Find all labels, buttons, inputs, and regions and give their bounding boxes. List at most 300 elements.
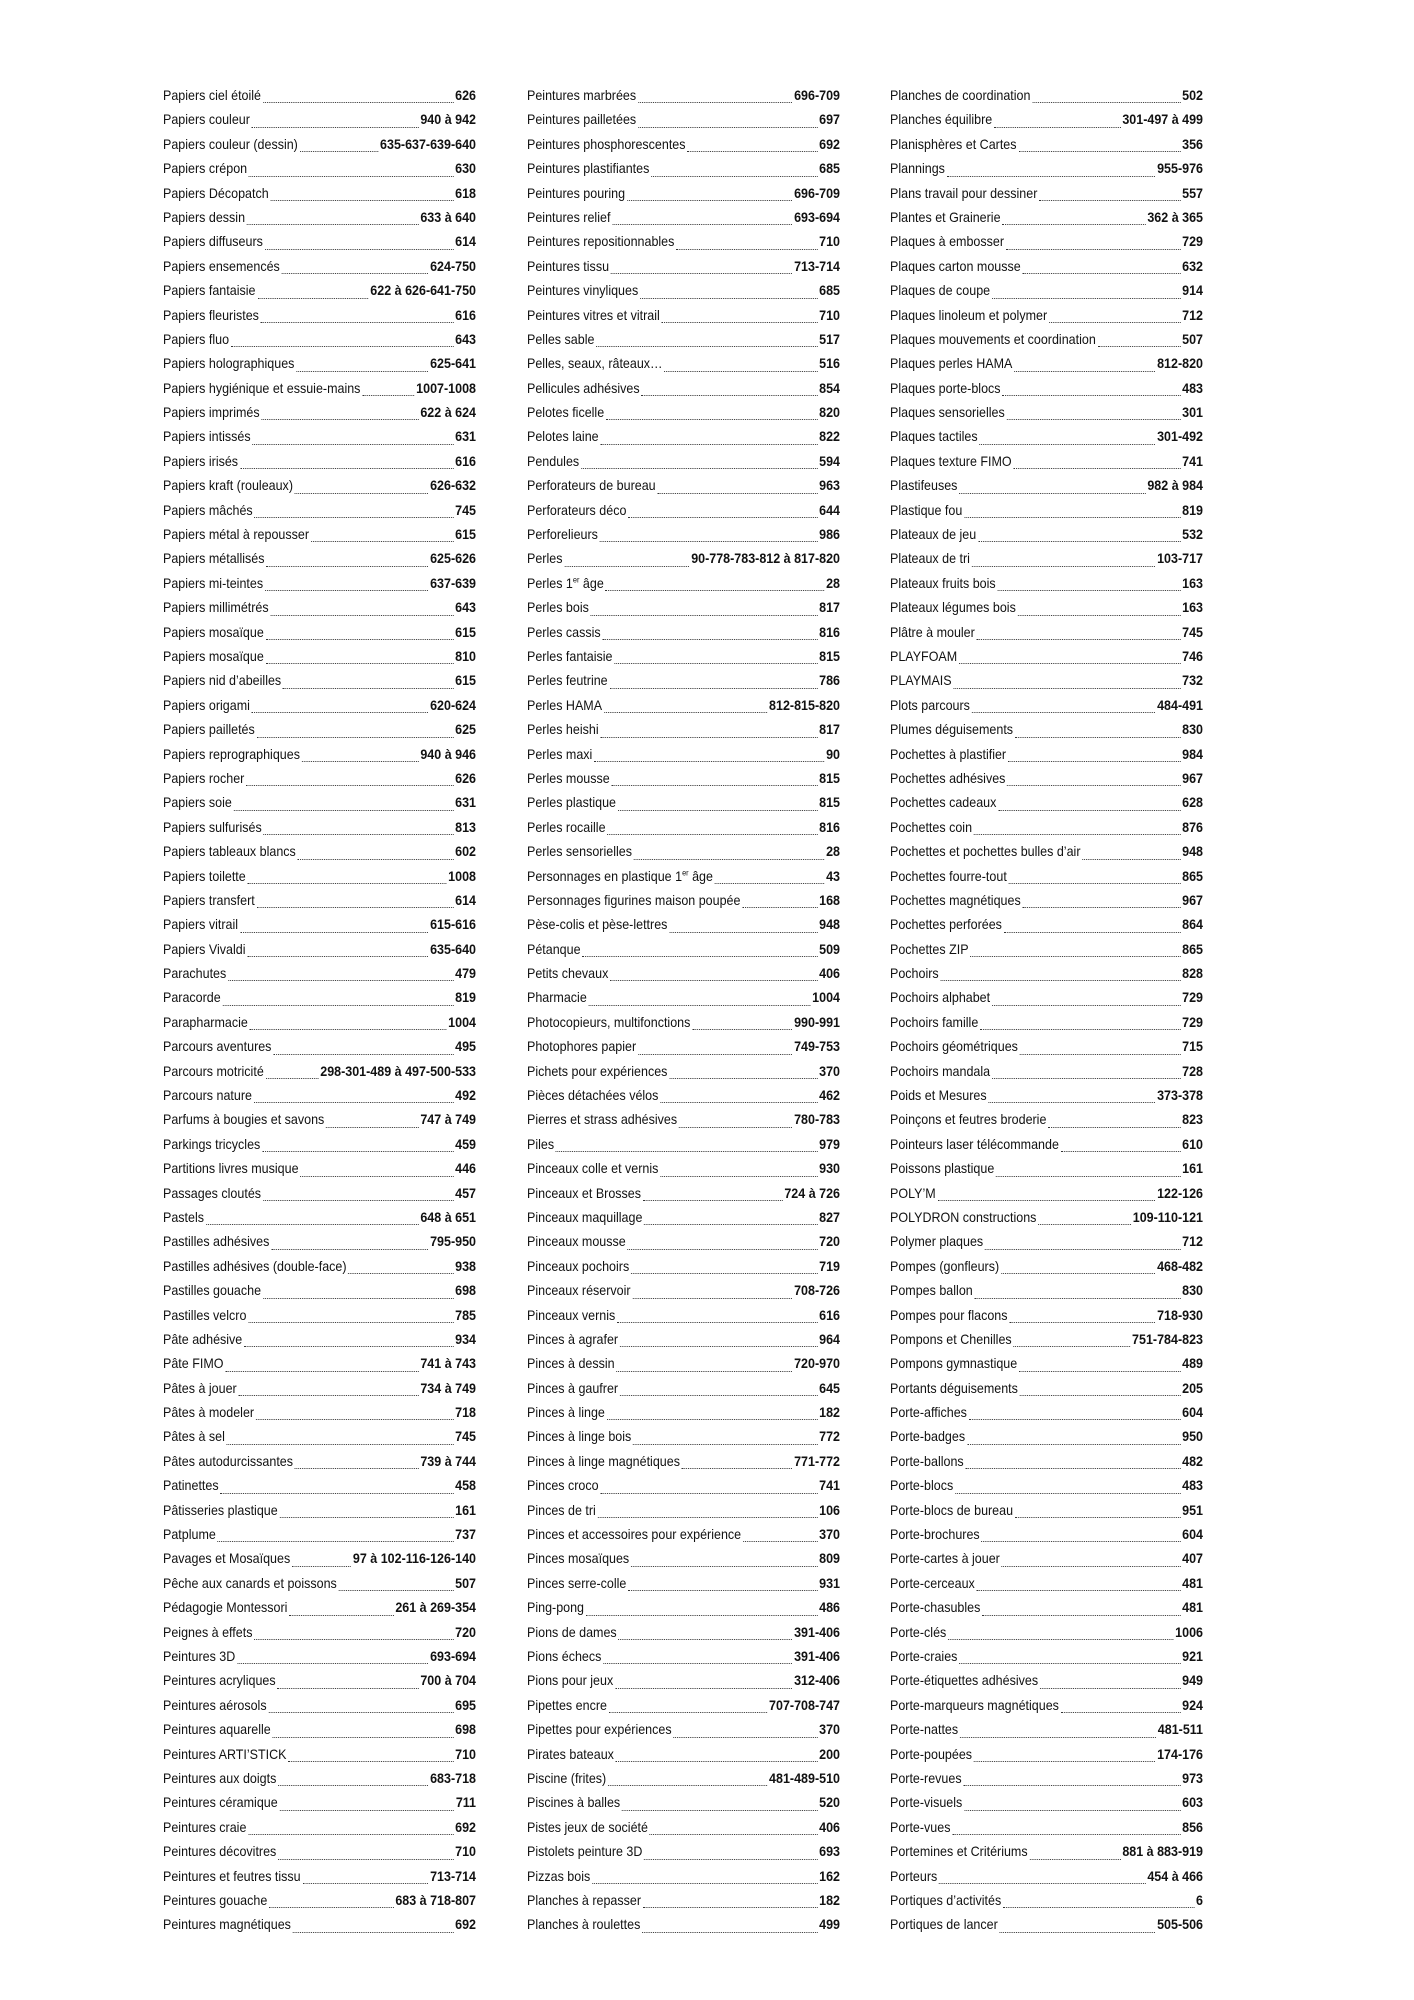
dot-leader bbox=[974, 1761, 1155, 1762]
dot-leader bbox=[302, 761, 419, 762]
entry-page-number: 200 bbox=[819, 1746, 841, 1762]
entry-label-text: Pédagogie Montessori bbox=[163, 1600, 288, 1616]
dot-leader bbox=[631, 1566, 817, 1567]
index-entry bbox=[890, 1425, 1203, 1449]
entry-page-number: 712 bbox=[1182, 1234, 1204, 1250]
index-entry bbox=[890, 938, 1203, 962]
dot-leader bbox=[634, 859, 824, 860]
entry-page-number: 122-126 bbox=[1157, 1185, 1204, 1201]
index-entry bbox=[890, 1474, 1203, 1498]
dot-leader bbox=[270, 615, 453, 616]
entry-page-number: 817 bbox=[819, 722, 841, 738]
entry-page-number: 6 bbox=[1196, 1892, 1204, 1908]
entry-label bbox=[890, 1840, 1028, 1864]
index-entry bbox=[527, 1206, 840, 1230]
entry-label bbox=[163, 596, 269, 620]
entry-label-text: Plastifeuses bbox=[890, 478, 958, 494]
entry-page-number: 815 bbox=[819, 770, 841, 786]
entry-page-number: 815 bbox=[819, 648, 841, 664]
entry-label bbox=[527, 645, 613, 669]
entry-page-number: 97 à 102-116-126-140 bbox=[352, 1551, 477, 1567]
index-entry bbox=[163, 1206, 476, 1230]
dot-leader bbox=[627, 200, 792, 201]
entry-page-number: 633 à 640 bbox=[420, 209, 477, 225]
entry-page-number: 626-632 bbox=[430, 478, 477, 494]
entry-label-text: Planches de coordination bbox=[890, 88, 1031, 103]
entry-label bbox=[527, 84, 636, 108]
entry-page-number: 741 bbox=[1182, 453, 1204, 469]
dot-leader bbox=[1009, 1322, 1155, 1323]
entry-label-superscript: er bbox=[682, 867, 689, 877]
entry-page-number: 615 bbox=[455, 624, 477, 640]
dot-leader bbox=[1038, 1224, 1131, 1225]
index-entry bbox=[527, 1230, 840, 1254]
index-entry bbox=[527, 1352, 840, 1376]
index-entry bbox=[890, 84, 1203, 108]
dot-leader bbox=[298, 859, 454, 860]
index-entry bbox=[163, 523, 476, 547]
index-entry bbox=[890, 182, 1203, 206]
entry-label bbox=[890, 596, 1016, 620]
dot-leader bbox=[1019, 1371, 1180, 1372]
dot-leader bbox=[1004, 932, 1181, 933]
index-entry bbox=[527, 1523, 840, 1547]
index-entry bbox=[527, 425, 840, 449]
entry-page-number: 728 bbox=[1182, 1063, 1204, 1079]
entry-page-number: 479 bbox=[455, 966, 477, 982]
dot-leader bbox=[612, 224, 792, 225]
index-entry bbox=[890, 547, 1203, 571]
index-entry bbox=[890, 1816, 1203, 1840]
entry-label bbox=[890, 669, 952, 693]
index-entry bbox=[163, 840, 476, 864]
entry-page-number: 373-378 bbox=[1157, 1088, 1204, 1104]
entry-label-text: Papiers tableaux blancs bbox=[163, 844, 296, 860]
index-entry bbox=[890, 669, 1203, 693]
entry-page-number: 940 à 946 bbox=[420, 746, 477, 762]
entry-page-number: 713-714 bbox=[794, 258, 841, 274]
dot-leader bbox=[247, 956, 428, 957]
index-entry bbox=[527, 669, 840, 693]
entry-label-text: Pompes ballon bbox=[890, 1283, 973, 1299]
entry-label-text: Papiers fluo bbox=[163, 331, 230, 347]
index-entry bbox=[163, 1791, 476, 1815]
entry-page-number: 718 bbox=[455, 1405, 477, 1421]
index-entry bbox=[527, 1474, 840, 1498]
entry-label-text: Pochettes magnétiques bbox=[890, 892, 1021, 908]
dot-leader bbox=[1020, 1395, 1181, 1396]
entry-label bbox=[890, 1694, 1059, 1718]
index-entry bbox=[527, 621, 840, 645]
index-entry bbox=[890, 377, 1203, 401]
entry-label bbox=[890, 352, 1012, 376]
dot-leader bbox=[288, 1761, 453, 1762]
index-entry bbox=[163, 816, 476, 840]
dot-leader bbox=[261, 419, 418, 420]
entry-page-number: 406 bbox=[819, 1819, 841, 1835]
index-entry bbox=[527, 1499, 840, 1523]
index-entry bbox=[163, 1401, 476, 1425]
index-entry bbox=[163, 694, 476, 718]
entry-page-number: 724 à 726 bbox=[784, 1185, 841, 1201]
entry-page-number: 810 bbox=[455, 648, 477, 664]
entry-page-number: 856 bbox=[1182, 1819, 1204, 1835]
entry-page-number: 711 bbox=[455, 1795, 477, 1811]
entry-label-text: Patplume bbox=[163, 1527, 216, 1543]
entry-label-text: Pâtes à jouer bbox=[163, 1380, 237, 1396]
index-entry bbox=[527, 1255, 840, 1279]
dot-leader bbox=[603, 1663, 792, 1664]
entry-label-text: Papiers imprimés bbox=[163, 405, 260, 421]
dot-leader bbox=[1013, 1346, 1130, 1347]
entry-label bbox=[163, 840, 296, 864]
index-entry bbox=[527, 596, 840, 620]
entry-page-number: 312-406 bbox=[794, 1673, 841, 1689]
entry-page-number: 685 bbox=[819, 161, 841, 177]
index-entry bbox=[527, 377, 840, 401]
entry-label bbox=[890, 1450, 964, 1474]
entry-page-number: 28 bbox=[826, 575, 841, 591]
entry-label bbox=[163, 1011, 248, 1035]
dot-leader bbox=[1006, 249, 1180, 250]
entry-page-number: 391-406 bbox=[794, 1624, 841, 1640]
index-entry bbox=[163, 108, 476, 132]
dot-leader bbox=[1007, 419, 1181, 420]
index-entry bbox=[163, 1328, 476, 1352]
index-entry bbox=[163, 1279, 476, 1303]
index-entry bbox=[163, 1621, 476, 1645]
entry-label-text: Portiques d’activités bbox=[890, 1892, 1002, 1908]
index-entry bbox=[890, 1523, 1203, 1547]
entry-label-text: Polymer plaques bbox=[890, 1234, 984, 1250]
dot-leader bbox=[263, 102, 453, 103]
dot-leader bbox=[1015, 737, 1180, 738]
dot-leader bbox=[953, 688, 1180, 689]
entry-label-text: Plâtre à mouler bbox=[890, 624, 975, 640]
entry-label bbox=[163, 450, 238, 474]
entry-page-number: 828 bbox=[1182, 966, 1204, 982]
dot-leader bbox=[1061, 1151, 1181, 1152]
index-entry bbox=[527, 1816, 840, 1840]
index-entry bbox=[527, 1084, 840, 1108]
entry-page-number: 732 bbox=[1182, 673, 1204, 689]
dot-leader bbox=[1003, 1907, 1194, 1908]
dot-leader bbox=[1001, 1273, 1155, 1274]
index-entry bbox=[527, 645, 840, 669]
entry-label bbox=[527, 279, 638, 303]
entry-page-number: 741 à 743 bbox=[420, 1356, 477, 1372]
index-entry bbox=[527, 1401, 840, 1425]
entry-page-number: 854 bbox=[819, 380, 841, 396]
entry-label-text: Pompes pour flacons bbox=[890, 1307, 1008, 1323]
dot-leader bbox=[620, 1395, 817, 1396]
entry-page-number: 921 bbox=[1182, 1649, 1204, 1664]
dot-leader bbox=[249, 176, 453, 177]
entry-label bbox=[163, 1084, 252, 1108]
entry-page-number: 635-637-639-640 bbox=[380, 136, 477, 152]
entry-label-text: Poinçons et feutres broderie bbox=[890, 1112, 1047, 1128]
dot-leader bbox=[256, 1419, 453, 1420]
dot-leader bbox=[1008, 761, 1180, 762]
dot-leader bbox=[638, 1054, 792, 1055]
entry-label bbox=[890, 718, 1013, 742]
index-entry bbox=[163, 1596, 476, 1620]
entry-page-number: 940 à 942 bbox=[420, 112, 477, 128]
index-entry bbox=[890, 962, 1203, 986]
dot-leader bbox=[228, 980, 453, 981]
entry-label-text: Pochettes fourre-tout bbox=[890, 868, 1007, 884]
entry-page-number: 182 bbox=[819, 1892, 841, 1908]
entry-label bbox=[527, 791, 616, 815]
dot-leader bbox=[1002, 1566, 1181, 1567]
entry-page-number: 446 bbox=[455, 1161, 477, 1177]
dot-leader bbox=[992, 1005, 1180, 1006]
entry-label bbox=[890, 499, 962, 523]
entry-label bbox=[163, 377, 360, 401]
entry-page-number: 785 bbox=[455, 1307, 477, 1323]
entry-label-text: Pinceaux mousse bbox=[527, 1234, 626, 1250]
dot-leader bbox=[255, 517, 454, 518]
entry-page-number: 643 bbox=[455, 331, 477, 347]
entry-label bbox=[527, 1108, 677, 1132]
entry-page-number: 516 bbox=[819, 356, 841, 372]
index-entry bbox=[163, 1743, 476, 1767]
index-entry bbox=[890, 596, 1203, 620]
dot-leader bbox=[610, 980, 817, 981]
entry-label bbox=[527, 133, 686, 157]
index-entry bbox=[163, 1547, 476, 1571]
entry-label bbox=[890, 425, 978, 449]
index-entry bbox=[163, 84, 476, 108]
entry-label bbox=[890, 962, 939, 986]
entry-page-number: 615-616 bbox=[430, 917, 477, 933]
entry-page-number: 168 bbox=[819, 892, 841, 908]
entry-label-text: Plaques tactiles bbox=[890, 429, 978, 445]
entry-label bbox=[890, 1182, 936, 1206]
index-entry bbox=[527, 1913, 840, 1937]
entry-label-text: Parapharmacie bbox=[163, 1014, 248, 1030]
index-entry bbox=[890, 1401, 1203, 1425]
entry-label bbox=[890, 377, 1001, 401]
index-entry bbox=[163, 767, 476, 791]
entry-label bbox=[163, 157, 247, 181]
entry-label bbox=[527, 718, 599, 742]
entry-page-number: 462 bbox=[819, 1088, 841, 1104]
entry-label bbox=[890, 1791, 962, 1815]
entry-page-number: 708-726 bbox=[794, 1283, 841, 1299]
entry-label-superscript: er bbox=[572, 575, 580, 585]
index-entry bbox=[890, 304, 1203, 328]
entry-page-number: 720 bbox=[819, 1234, 841, 1250]
index-entry bbox=[163, 133, 476, 157]
entry-label bbox=[163, 230, 263, 254]
entry-label bbox=[527, 1547, 629, 1571]
dot-leader bbox=[977, 639, 1181, 640]
index-entry bbox=[890, 1865, 1203, 1889]
entry-label bbox=[163, 767, 244, 791]
entry-page-number: 1004 bbox=[448, 1014, 477, 1030]
index-entry bbox=[890, 499, 1203, 523]
dot-leader bbox=[592, 1883, 817, 1884]
entry-label-text: Pochoirs famille bbox=[890, 1014, 979, 1030]
dot-leader bbox=[600, 737, 817, 738]
dot-leader bbox=[282, 273, 429, 274]
entry-label bbox=[890, 767, 1005, 791]
entry-page-number: 693 bbox=[819, 1844, 841, 1860]
index-entry bbox=[890, 1743, 1203, 1767]
index-entry bbox=[527, 182, 840, 206]
entry-label bbox=[527, 1425, 631, 1449]
entry-label bbox=[163, 255, 280, 279]
dot-leader bbox=[609, 1712, 767, 1713]
dot-leader bbox=[979, 444, 1155, 445]
index-entry bbox=[890, 840, 1203, 864]
entry-label-text: Pipettes pour expériences bbox=[527, 1722, 672, 1738]
entry-label bbox=[527, 1060, 667, 1084]
dot-leader bbox=[1061, 1712, 1181, 1713]
index-entry bbox=[890, 255, 1203, 279]
entry-page-number: 370 bbox=[819, 1527, 841, 1543]
entry-label bbox=[163, 1767, 276, 1791]
dot-leader bbox=[643, 1200, 783, 1201]
entry-label-text: Passages cloutés bbox=[163, 1185, 262, 1201]
entry-label-text: Pochettes perforées bbox=[890, 917, 1002, 933]
dot-leader bbox=[244, 1346, 453, 1347]
entry-label-text: Porte-craies bbox=[890, 1649, 958, 1664]
index-entry bbox=[890, 1450, 1203, 1474]
index-entry bbox=[163, 328, 476, 352]
entry-page-number: 745 bbox=[455, 1429, 477, 1445]
dot-leader bbox=[611, 273, 792, 274]
entry-label-text: Papiers intissés bbox=[163, 429, 251, 445]
dot-leader bbox=[937, 1200, 1155, 1201]
entry-label bbox=[163, 108, 250, 132]
entry-page-number: 109-110-121 bbox=[1132, 1209, 1204, 1225]
index-entry bbox=[163, 1450, 476, 1474]
entry-label bbox=[163, 669, 281, 693]
entry-label bbox=[527, 1157, 658, 1181]
index-entry bbox=[890, 279, 1203, 303]
index-entry bbox=[527, 499, 840, 523]
entry-page-number: 502 bbox=[1182, 88, 1204, 103]
dot-leader bbox=[638, 102, 792, 103]
dot-leader bbox=[619, 1639, 793, 1640]
dot-leader bbox=[252, 444, 453, 445]
entry-label-text: Papiers crépon bbox=[163, 161, 248, 177]
dot-leader bbox=[641, 395, 817, 396]
entry-label-text: Pêche aux canards et poissons bbox=[163, 1575, 337, 1591]
entry-page-number: 483 bbox=[1182, 1478, 1204, 1494]
entry-label bbox=[527, 1645, 601, 1669]
index-entry bbox=[527, 1450, 840, 1474]
dot-leader bbox=[1015, 1517, 1180, 1518]
entry-label bbox=[163, 743, 300, 767]
index-entry bbox=[527, 133, 840, 157]
dot-leader bbox=[651, 176, 817, 177]
entry-label-text: Pochoirs mandala bbox=[890, 1063, 991, 1079]
entry-label-text: Perforateurs de bureau bbox=[527, 478, 656, 494]
entry-label-text: Plumes déguisements bbox=[890, 722, 1014, 738]
index-entry bbox=[527, 1596, 840, 1620]
entry-label bbox=[163, 621, 264, 645]
index-entry bbox=[163, 1182, 476, 1206]
entry-label bbox=[163, 1133, 260, 1157]
entry-label bbox=[163, 279, 255, 303]
index-entry bbox=[890, 1206, 1203, 1230]
entry-label-text: Pinceaux et Brosses bbox=[527, 1185, 642, 1201]
dot-leader bbox=[660, 1102, 817, 1103]
entry-page-number: 948 bbox=[819, 917, 841, 933]
entry-label bbox=[163, 523, 309, 547]
dot-leader bbox=[994, 127, 1120, 128]
index-entry bbox=[890, 1182, 1203, 1206]
entry-label bbox=[163, 1694, 267, 1718]
dot-leader bbox=[972, 566, 1155, 567]
entry-page-number: 628 bbox=[1182, 795, 1204, 811]
entry-page-number: 626 bbox=[455, 88, 477, 103]
dot-leader bbox=[265, 249, 454, 250]
entry-label-text: Pinceaux maquillage bbox=[527, 1209, 643, 1225]
entry-page-number: 967 bbox=[1182, 892, 1204, 908]
entry-label bbox=[890, 889, 1021, 913]
entry-label bbox=[890, 1474, 953, 1498]
dot-leader bbox=[603, 639, 818, 640]
entry-label bbox=[890, 743, 1006, 767]
entry-page-number: 486 bbox=[819, 1600, 841, 1616]
index-entry bbox=[890, 230, 1203, 254]
entry-label bbox=[163, 474, 293, 498]
entry-page-number: 182 bbox=[819, 1405, 841, 1421]
index-entry bbox=[527, 1279, 840, 1303]
index-entry bbox=[527, 523, 840, 547]
entry-label bbox=[890, 1547, 1000, 1571]
entry-label-text: Porte-affiches bbox=[890, 1405, 967, 1421]
entry-page-number: 630 bbox=[455, 161, 477, 177]
entry-label-text: PLAYMAIS bbox=[890, 673, 952, 689]
entry-label bbox=[890, 1401, 967, 1425]
index-entry bbox=[890, 133, 1203, 157]
entry-label bbox=[890, 1718, 958, 1742]
entry-label bbox=[890, 401, 1005, 425]
dot-leader bbox=[963, 1785, 1180, 1786]
index-entry bbox=[527, 913, 840, 937]
entry-label-text: Peintures relief bbox=[527, 209, 611, 225]
entry-page-number: 693-694 bbox=[794, 209, 841, 225]
entry-page-number: 692 bbox=[455, 1819, 477, 1835]
dot-leader bbox=[293, 1932, 454, 1933]
entry-label bbox=[163, 694, 250, 718]
dot-leader bbox=[612, 785, 818, 786]
entry-label-text: Pions échecs bbox=[527, 1649, 602, 1664]
entry-label-text: Peintures vinyliques bbox=[527, 283, 639, 299]
index-entry bbox=[890, 1255, 1203, 1279]
index-entry bbox=[163, 621, 476, 645]
dot-leader bbox=[225, 1371, 418, 1372]
dot-leader bbox=[692, 1029, 792, 1030]
entry-page-number: 780-783 bbox=[794, 1112, 841, 1128]
entry-label bbox=[890, 1499, 1013, 1523]
entry-label-text: Pistes jeux de société bbox=[527, 1819, 648, 1835]
entry-page-number: 809 bbox=[819, 1551, 841, 1567]
entry-page-number: 830 bbox=[1182, 722, 1204, 738]
entry-page-number: 162 bbox=[819, 1868, 841, 1884]
index-entry bbox=[890, 1352, 1203, 1376]
index-entry bbox=[890, 206, 1203, 230]
index-entry bbox=[890, 913, 1203, 937]
entry-page-number: 812-815-820 bbox=[769, 697, 841, 713]
entry-page-number: 301 bbox=[1182, 405, 1204, 421]
index-entry bbox=[527, 1767, 840, 1791]
